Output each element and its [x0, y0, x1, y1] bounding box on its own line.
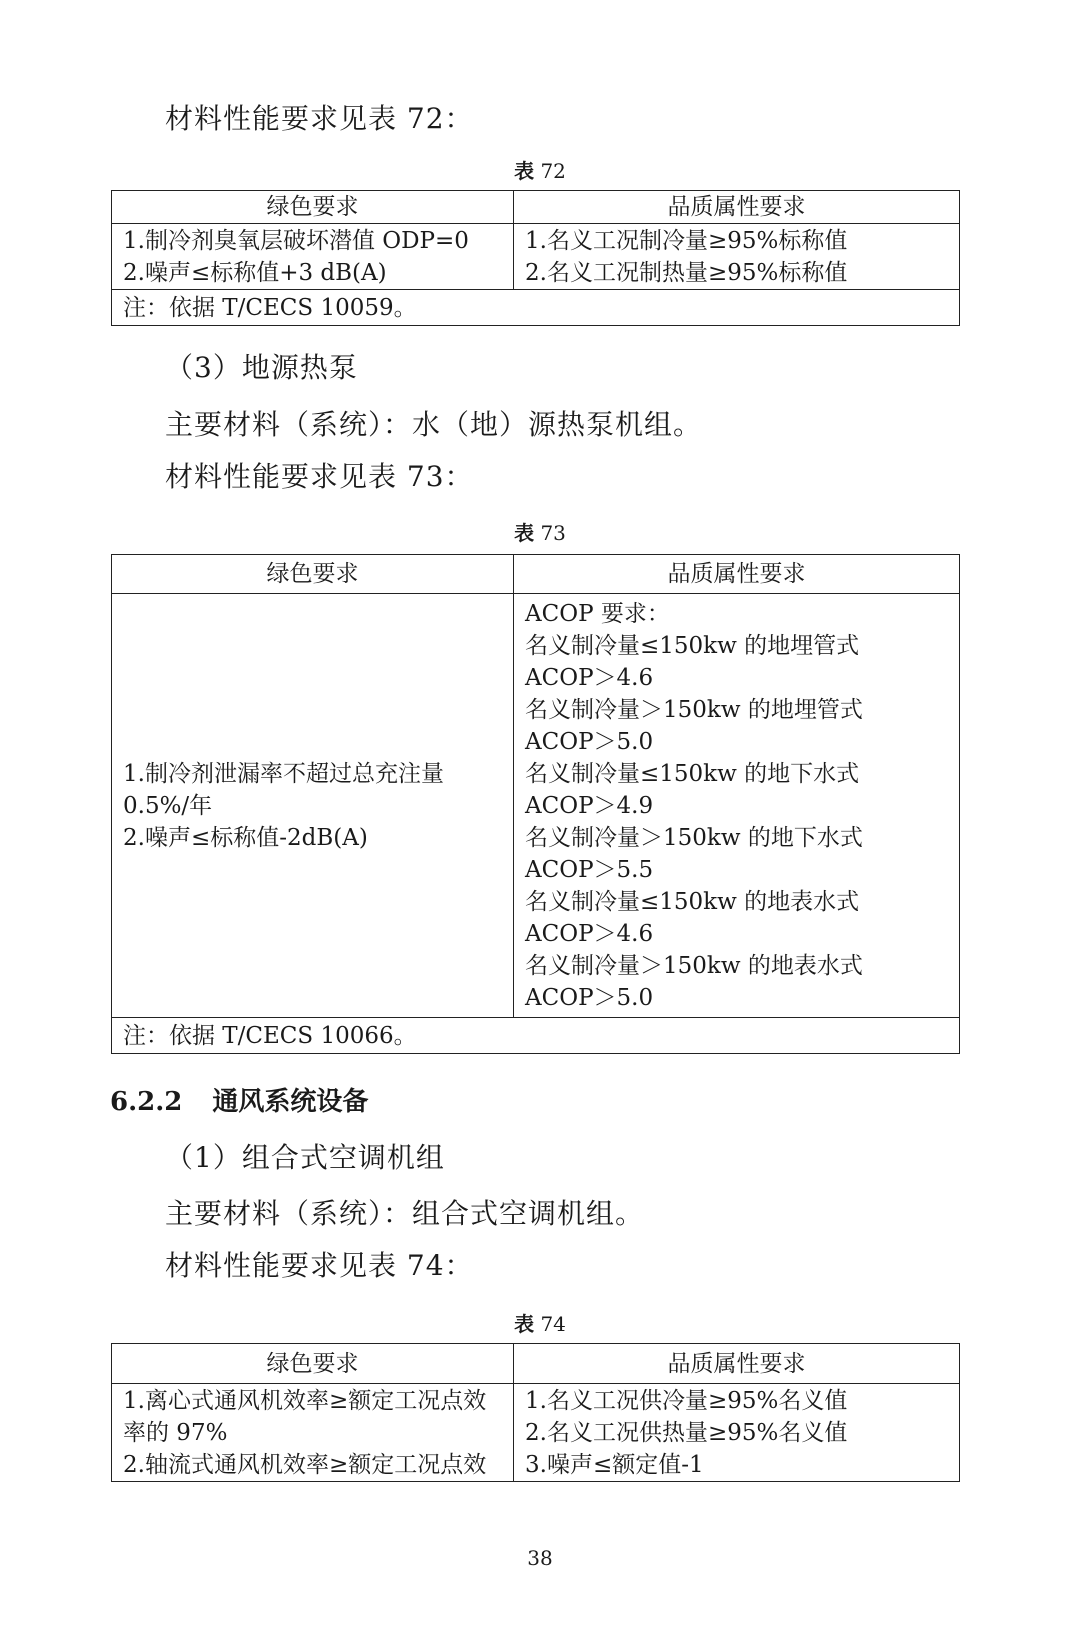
table73-quality-line: 名义制冷量≤150kw 的地埋管式 [525, 632, 860, 659]
table72-header-quality: 品质属性要求 [514, 191, 960, 224]
table73-caption-label: 表 [514, 521, 535, 545]
table73-quality-cell [514, 594, 960, 1018]
table72-quality-line: 2.名义工况制热量≥95%标称值 [525, 259, 848, 286]
table73-quality-line: 名义制冷量＞150kw 的地下水式 [525, 824, 863, 851]
section-title: 通风系统设备 [212, 1087, 369, 1117]
table74-green-cell [112, 1384, 514, 1482]
table72-caption-number: 72 [540, 159, 566, 183]
table72-quality-line: 1.名义工况制冷量≥95%标称值 [525, 227, 848, 254]
table72-caption [0, 157, 1080, 185]
table74-quality-line: 1.名义工况供冷量≥95%名义值 [525, 1387, 848, 1414]
table73-caption-number: 73 [540, 521, 566, 545]
table73-quality-line: ACOP 要求： [525, 600, 670, 627]
table74-quality-cell [514, 1384, 960, 1482]
table73-quality-line: ACOP＞5.5 [525, 856, 654, 883]
table72-header-green: 绿色要求 [112, 191, 514, 224]
table73-quality-line: ACOP＞5.0 [525, 728, 654, 755]
table73-quality-line: 名义制冷量＞150kw 的地表水式 [525, 952, 863, 979]
table73-green-line: 1.制冷剂泄漏率不超过总充注量 [123, 760, 444, 787]
table74-green-line: 1.离心式通风机效率≥额定工况点效 [123, 1387, 487, 1414]
table73-note: 注：依据 T/CECS 10066。 [112, 1018, 960, 1054]
paragraph-heat-pump-material: 主要材料（系统）：水（地）源热泵机组。 [165, 408, 703, 441]
table72-green-line: 1.制冷剂臭氧层破坏潜值 ODP=0 [123, 227, 469, 254]
table73-quality-line: ACOP＞4.9 [525, 792, 654, 819]
paragraph-table74-intro: 材料性能要求见表 74： [165, 1249, 474, 1282]
table74-green-line: 率的 97% [123, 1419, 228, 1446]
table74-quality-line: 2.名义工况供热量≥95%名义值 [525, 1419, 848, 1446]
heading-combined-ahu: （1）组合式空调机组 [165, 1141, 445, 1174]
paragraph-table72-intro: 材料性能要求见表 72： [165, 102, 474, 135]
table72-note: 注：依据 T/CECS 10059。 [112, 290, 960, 326]
table73-quality-line: 名义制冷量＞150kw 的地埋管式 [525, 696, 863, 723]
table74-caption [0, 1310, 1080, 1338]
table73-header-quality: 品质属性要求 [514, 555, 960, 594]
table73-quality-line: ACOP＞4.6 [525, 664, 654, 691]
table74-header-quality: 品质属性要求 [514, 1344, 960, 1384]
table74-green-line: 2.轴流式通风机效率≥额定工况点效 [123, 1451, 487, 1478]
table73-green-line: 0.5%/年 [123, 792, 213, 819]
table-74 [111, 1343, 960, 1482]
table73-green-cell [112, 594, 514, 1018]
paragraph-ahu-material: 主要材料（系统）：组合式空调机组。 [165, 1197, 645, 1230]
table73-quality-line: 名义制冷量≤150kw 的地表水式 [525, 888, 860, 915]
table74-caption-label: 表 [514, 1312, 535, 1336]
heading-ground-source-heat-pump: （3）地源热泵 [165, 351, 358, 384]
table73-quality-line: ACOP＞4.6 [525, 920, 654, 947]
table73-green-line: 2.噪声≤标称值-2dB(A) [123, 824, 368, 851]
paragraph-table73-intro: 材料性能要求见表 73： [165, 460, 474, 493]
table72-green-line: 2.噪声≤标称值+3 dB(A) [123, 259, 387, 286]
page-number: 38 [527, 1546, 553, 1570]
table74-caption-number: 74 [540, 1312, 566, 1336]
table74-quality-line: 3.噪声≤额定值-1 [525, 1451, 704, 1478]
table73-header-green: 绿色要求 [112, 555, 514, 594]
table72-quality-cell [514, 224, 960, 290]
section-number: 6.2.2 [110, 1087, 183, 1117]
section-heading-6-2-2 [110, 1083, 368, 1121]
table-73 [111, 554, 960, 1054]
table-72 [111, 190, 960, 326]
table73-caption [0, 519, 1080, 547]
table72-caption-label: 表 [514, 159, 535, 183]
table72-green-cell [112, 224, 514, 290]
table74-header-green: 绿色要求 [112, 1344, 514, 1384]
table73-quality-line: ACOP＞5.0 [525, 984, 654, 1011]
table73-quality-line: 名义制冷量≤150kw 的地下水式 [525, 760, 860, 787]
